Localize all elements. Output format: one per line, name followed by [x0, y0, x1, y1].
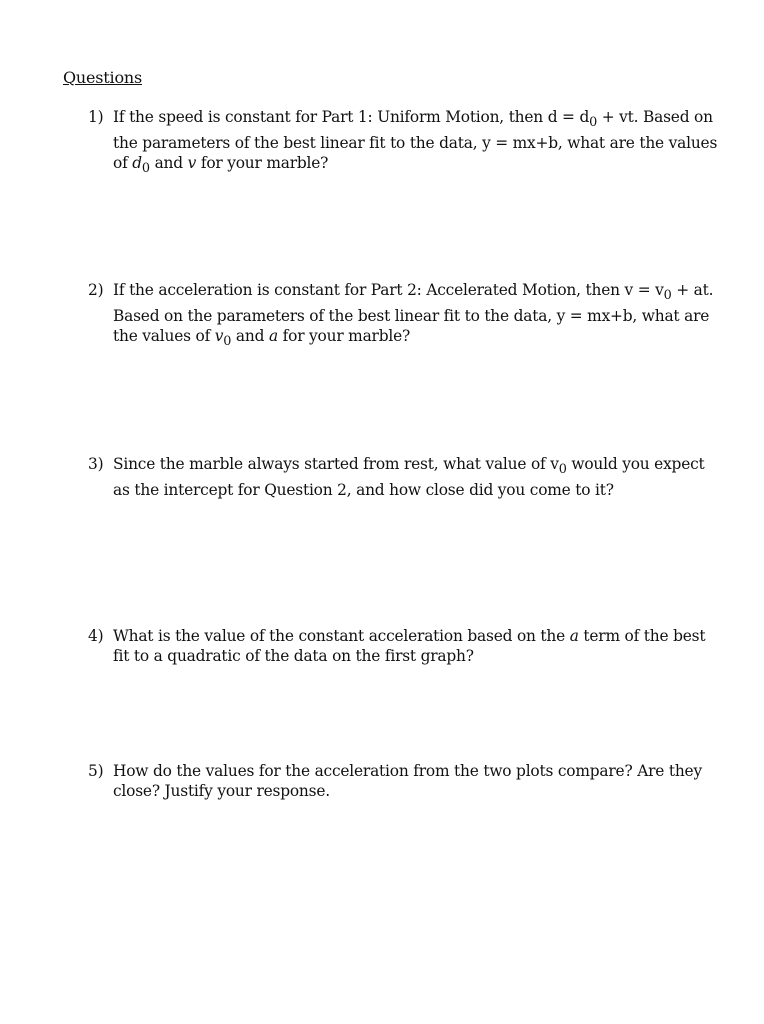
- question-text: How do the values for the acceleration from the two plots compare? Are they close? Justify your response.: [113, 762, 702, 800]
- question-text: If the acceleration is constant for Part 2: Accelerated Motion, then $v = v_0$ + at. Based on the parameters of the best linear fit to the data, y = mx+b, what are the values of $v_0$ and a for your marble?: [113, 281, 714, 350]
- question-text: If the speed is constant for Part 1: Uniform Motion, then $d = d_0$ + vt. Based on the parameters of the best linear fit to the data, y = mx+b, what are the values of $d_0$ and v for your marble?: [113, 108, 718, 177]
- question-number: 5): [88, 762, 104, 780]
- question-2: [88, 280, 720, 352]
- question-5: [88, 761, 720, 801]
- page-heading: Questions: [63, 68, 142, 87]
- question-number: 4): [88, 627, 104, 645]
- question-number: 2): [88, 281, 104, 299]
- question-text: Since the marble always started from rest, what value of $v_0$ would you expect as the intercept for Question 2, and how close did you come to it?: [113, 455, 705, 500]
- question-number: 3): [88, 455, 104, 473]
- question-text: What is the value of the constant acceleration based on the a term of the best fit to a quadratic of the data on the first graph?: [113, 627, 706, 665]
- question-4: [88, 626, 720, 666]
- question-1: [88, 107, 720, 179]
- question-3: [88, 454, 720, 500]
- question-number: 1): [88, 108, 104, 126]
